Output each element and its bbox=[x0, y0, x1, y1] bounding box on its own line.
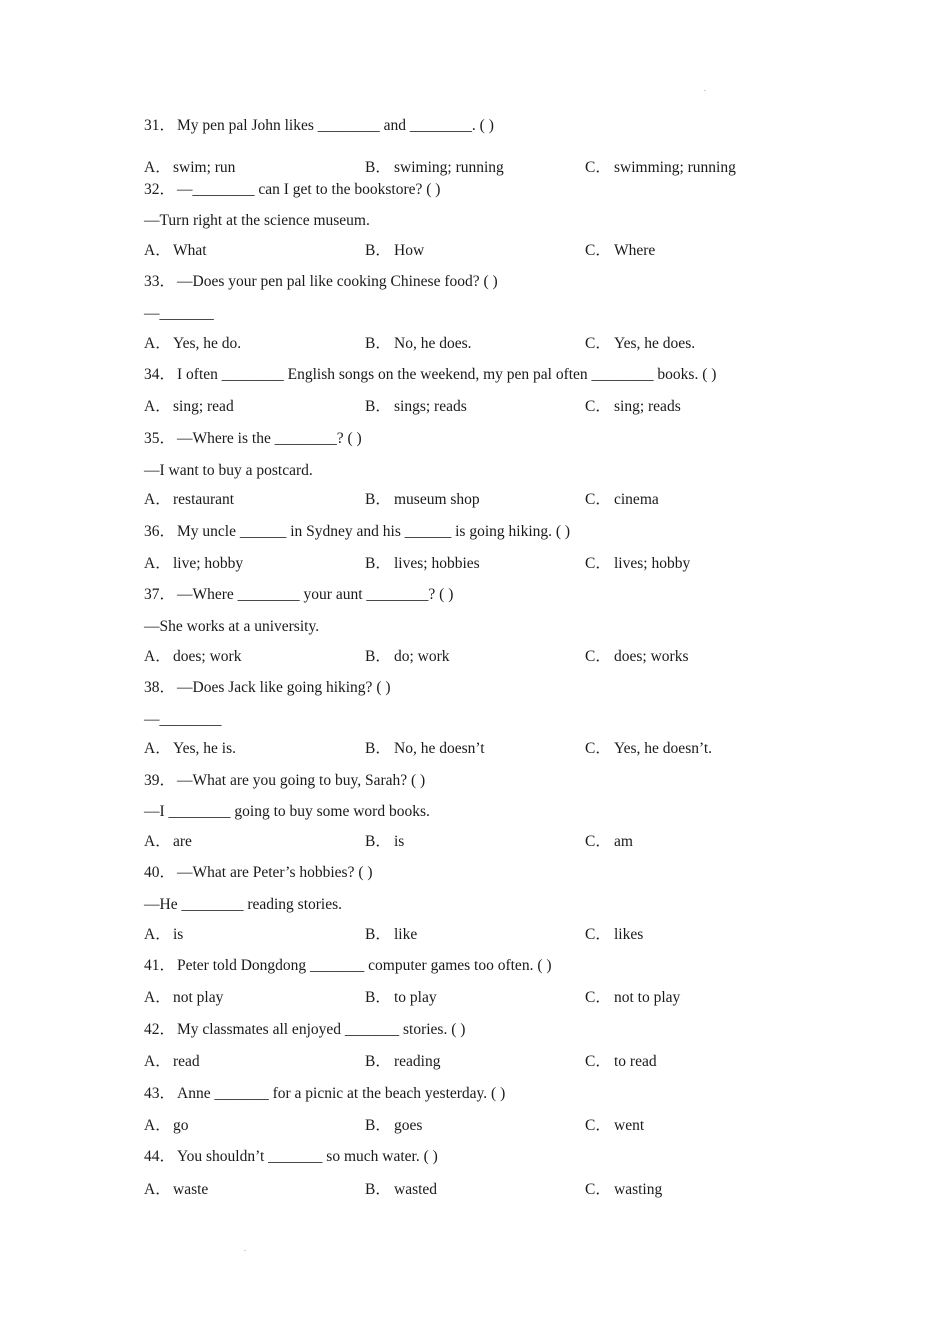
option-text: likes bbox=[614, 926, 644, 943]
option-letter: C． bbox=[585, 159, 611, 176]
question-number: 43． bbox=[144, 1085, 176, 1102]
option-a bbox=[144, 648, 241, 666]
question-text: —What are you going to buy, Sarah? ( ) bbox=[177, 772, 426, 789]
question-text: My classmates all enjoyed _______ stories. ( ) bbox=[177, 1021, 466, 1038]
question-stem bbox=[144, 117, 494, 135]
option-c bbox=[585, 648, 688, 666]
option-letter: A． bbox=[144, 740, 171, 757]
option-c bbox=[585, 989, 680, 1007]
option-text: not to play bbox=[614, 989, 681, 1006]
option-letter: A． bbox=[144, 833, 171, 850]
question-stem bbox=[144, 864, 373, 882]
option-letter: A． bbox=[144, 1117, 171, 1134]
question-text: —Does Jack like going hiking? ( ) bbox=[177, 679, 391, 696]
option-a bbox=[144, 740, 236, 758]
question-stem bbox=[144, 181, 440, 199]
option-text: cinema bbox=[614, 491, 659, 508]
option-text: reading bbox=[394, 1053, 441, 1070]
option-text: goes bbox=[394, 1117, 423, 1134]
question-text: —Where is the ________? ( ) bbox=[177, 430, 362, 447]
option-text: sings; reads bbox=[394, 398, 467, 415]
question-number: 37． bbox=[144, 586, 176, 603]
page-mark: . bbox=[704, 84, 706, 93]
dialogue-line: —________ bbox=[144, 711, 222, 728]
option-letter: A． bbox=[144, 555, 171, 572]
option-text: does; works bbox=[614, 648, 689, 665]
question-number: 39． bbox=[144, 772, 176, 789]
option-b bbox=[365, 491, 480, 509]
option-c bbox=[585, 926, 643, 944]
question-number: 41． bbox=[144, 957, 176, 974]
option-b bbox=[365, 159, 504, 177]
option-c bbox=[585, 1181, 662, 1199]
option-letter: A． bbox=[144, 989, 171, 1006]
option-a bbox=[144, 555, 243, 573]
option-letter: C． bbox=[585, 1117, 611, 1134]
option-b bbox=[365, 926, 417, 944]
option-letter: C． bbox=[585, 926, 611, 943]
option-a bbox=[144, 491, 234, 509]
option-b bbox=[365, 989, 437, 1007]
option-a bbox=[144, 926, 183, 944]
question-text: —What are Peter’s hobbies? ( ) bbox=[177, 864, 373, 881]
option-a bbox=[144, 989, 223, 1007]
option-a bbox=[144, 398, 234, 416]
option-b bbox=[365, 1053, 440, 1071]
dialogue-line: —Turn right at the science museum. bbox=[144, 212, 370, 229]
option-b bbox=[365, 648, 450, 666]
dialogue-line: —I want to buy a postcard. bbox=[144, 462, 313, 479]
option-b bbox=[365, 833, 404, 851]
option-letter: A． bbox=[144, 648, 171, 665]
option-letter: B． bbox=[365, 1181, 391, 1198]
question-text: —Does your pen pal like cooking Chinese food? ( ) bbox=[177, 273, 498, 290]
option-text: No, he doesn’t bbox=[394, 740, 485, 757]
option-b bbox=[365, 1181, 437, 1199]
option-c bbox=[585, 242, 655, 260]
question-stem bbox=[144, 523, 570, 541]
option-text: Yes, he is. bbox=[173, 740, 237, 757]
option-letter: B． bbox=[365, 335, 391, 352]
option-c bbox=[585, 833, 633, 851]
option-letter: C． bbox=[585, 1181, 611, 1198]
option-letter: B． bbox=[365, 1117, 391, 1134]
option-letter: C． bbox=[585, 242, 611, 259]
option-letter: A． bbox=[144, 1053, 171, 1070]
question-text: I often ________ English songs on the weekend, my pen pal often ________ books. ( ) bbox=[177, 366, 717, 383]
question-number: 42． bbox=[144, 1021, 176, 1038]
option-text: go bbox=[173, 1117, 189, 1134]
option-text: Yes, he doesn’t. bbox=[614, 740, 713, 757]
option-b bbox=[365, 555, 480, 573]
question-number: 36． bbox=[144, 523, 176, 540]
option-text: lives; hobbies bbox=[394, 555, 480, 572]
option-letter: C． bbox=[585, 398, 611, 415]
option-c bbox=[585, 491, 659, 509]
option-text: like bbox=[394, 926, 418, 943]
option-text: is bbox=[173, 926, 184, 943]
option-letter: B． bbox=[365, 159, 391, 176]
option-text: museum shop bbox=[394, 491, 480, 508]
option-letter: B． bbox=[365, 740, 391, 757]
option-letter: C． bbox=[585, 648, 611, 665]
option-a bbox=[144, 242, 207, 260]
question-stem bbox=[144, 679, 391, 697]
option-letter: C． bbox=[585, 491, 611, 508]
option-b bbox=[365, 398, 467, 416]
question-stem bbox=[144, 772, 425, 790]
question-stem bbox=[144, 957, 552, 975]
dialogue-line: —_______ bbox=[144, 305, 214, 322]
dialogue-line: —She works at a university. bbox=[144, 618, 320, 635]
option-c bbox=[585, 1053, 657, 1071]
option-text: read bbox=[173, 1053, 200, 1070]
option-text: not play bbox=[173, 989, 224, 1006]
option-text: are bbox=[173, 833, 192, 850]
question-stem bbox=[144, 273, 498, 291]
option-text: am bbox=[614, 833, 633, 850]
question-number: 32． bbox=[144, 181, 176, 198]
option-text: No, he does. bbox=[394, 335, 472, 352]
question-text: —Where ________ your aunt ________? ( ) bbox=[177, 586, 454, 603]
question-stem bbox=[144, 1148, 438, 1166]
option-a bbox=[144, 159, 235, 177]
option-letter: C． bbox=[585, 833, 611, 850]
option-text: swiming; running bbox=[394, 159, 504, 176]
option-letter: A． bbox=[144, 1181, 171, 1198]
question-number: 35． bbox=[144, 430, 176, 447]
question-stem bbox=[144, 1021, 465, 1039]
question-number: 33． bbox=[144, 273, 176, 290]
option-letter: B． bbox=[365, 242, 391, 259]
option-c bbox=[585, 398, 681, 416]
option-text: went bbox=[614, 1117, 645, 1134]
dialogue-line: —I ________ going to buy some word books. bbox=[144, 803, 430, 820]
option-b bbox=[365, 335, 472, 353]
option-text: wasted bbox=[394, 1181, 438, 1198]
option-text: wasting bbox=[614, 1181, 663, 1198]
page-mark: . bbox=[244, 1244, 246, 1253]
option-b bbox=[365, 1117, 422, 1135]
option-text: does; work bbox=[173, 648, 242, 665]
option-letter: B． bbox=[365, 555, 391, 572]
option-letter: C． bbox=[585, 989, 611, 1006]
question-number: 44． bbox=[144, 1148, 176, 1165]
question-number: 38． bbox=[144, 679, 176, 696]
option-b bbox=[365, 740, 485, 758]
option-letter: C． bbox=[585, 335, 611, 352]
question-number: 31． bbox=[144, 117, 176, 134]
option-a bbox=[144, 335, 241, 353]
option-text: live; hobby bbox=[173, 555, 244, 572]
option-letter: A． bbox=[144, 398, 171, 415]
option-text: is bbox=[394, 833, 405, 850]
option-text: sing; reads bbox=[614, 398, 681, 415]
option-a bbox=[144, 1181, 208, 1199]
option-text: to play bbox=[394, 989, 437, 1006]
option-text: Yes, he do. bbox=[173, 335, 242, 352]
option-letter: A． bbox=[144, 242, 171, 259]
option-letter: A． bbox=[144, 335, 171, 352]
option-letter: B． bbox=[365, 491, 391, 508]
option-letter: A． bbox=[144, 926, 171, 943]
option-text: restaurant bbox=[173, 491, 235, 508]
question-stem bbox=[144, 430, 362, 448]
option-text: do; work bbox=[394, 648, 450, 665]
option-letter: B． bbox=[365, 833, 391, 850]
option-a bbox=[144, 833, 192, 851]
option-letter: A． bbox=[144, 491, 171, 508]
option-text: lives; hobby bbox=[614, 555, 691, 572]
option-letter: B． bbox=[365, 1053, 391, 1070]
option-text: waste bbox=[173, 1181, 209, 1198]
question-text: You shouldn’t _______ so much water. ( ) bbox=[177, 1148, 438, 1165]
option-c bbox=[585, 335, 695, 353]
option-c bbox=[585, 555, 690, 573]
option-c bbox=[585, 740, 712, 758]
option-text: How bbox=[394, 242, 425, 259]
option-b bbox=[365, 242, 424, 260]
question-text: My pen pal John likes ________ and ________. ( ) bbox=[177, 117, 494, 134]
dialogue-line: —He ________ reading stories. bbox=[144, 896, 343, 913]
option-text: Yes, he does. bbox=[614, 335, 696, 352]
option-letter: B． bbox=[365, 648, 391, 665]
question-text: —________ can I get to the bookstore? ( ) bbox=[177, 181, 441, 198]
option-c bbox=[585, 159, 736, 177]
question-text: Peter told Dongdong _______ computer games too often. ( ) bbox=[177, 957, 552, 974]
question-stem bbox=[144, 1085, 505, 1103]
option-letter: C． bbox=[585, 555, 611, 572]
option-text: sing; read bbox=[173, 398, 234, 415]
question-stem bbox=[144, 586, 453, 604]
option-a bbox=[144, 1117, 189, 1135]
option-letter: B． bbox=[365, 989, 391, 1006]
option-text: to read bbox=[614, 1053, 657, 1070]
question-text: Anne _______ for a picnic at the beach yesterday. ( ) bbox=[177, 1085, 506, 1102]
option-text: What bbox=[173, 242, 207, 259]
option-letter: C． bbox=[585, 740, 611, 757]
option-letter: A． bbox=[144, 159, 171, 176]
option-text: swimming; running bbox=[614, 159, 736, 176]
option-letter: C． bbox=[585, 1053, 611, 1070]
option-letter: B． bbox=[365, 398, 391, 415]
question-text: My uncle ______ in Sydney and his ______ is going hiking. ( ) bbox=[177, 523, 571, 540]
option-c bbox=[585, 1117, 644, 1135]
option-a bbox=[144, 1053, 200, 1071]
question-stem bbox=[144, 366, 716, 384]
option-text: swim; run bbox=[173, 159, 236, 176]
option-letter: B． bbox=[365, 926, 391, 943]
question-number: 40． bbox=[144, 864, 176, 881]
option-text: Where bbox=[614, 242, 656, 259]
question-number: 34． bbox=[144, 366, 176, 383]
